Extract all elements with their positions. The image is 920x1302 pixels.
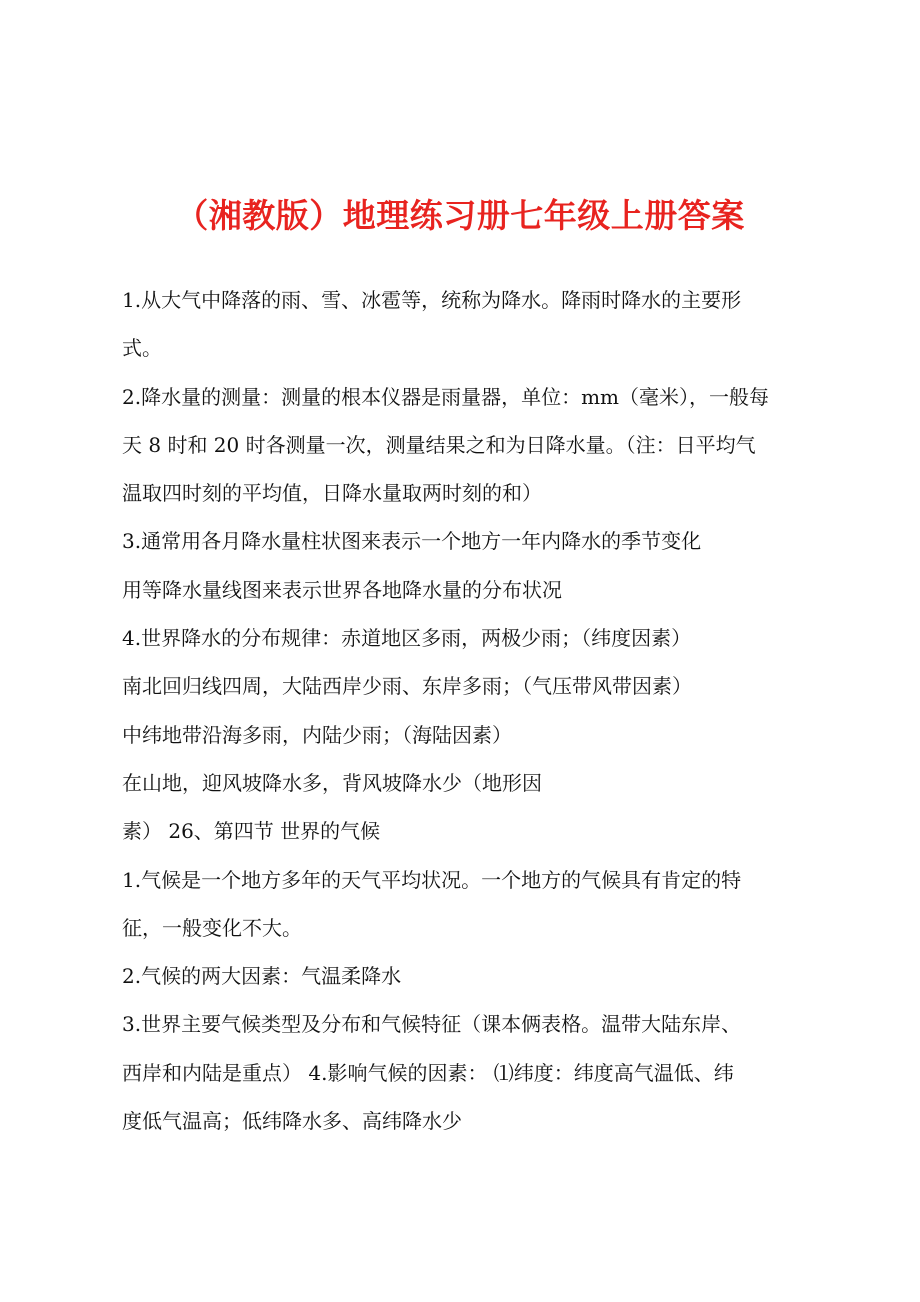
document-title: （湘教版）地理练习册七年级上册答案: [175, 196, 745, 235]
text-line: 南北回归线四周，大陆西岸少雨、东岸多雨；（气压带风带因素）: [122, 674, 692, 699]
text-line: 中纬地带沿海多雨，内陆少雨；（海陆因素）: [122, 722, 512, 747]
text-line: 1.气候是一个地方多年的天气平均状况。一个地方的气候具有肯定的特: [122, 867, 742, 892]
text-line: 天 8 时和 20 时各测量一次，测量结果之和为日降水量。（注：日平均气: [122, 432, 756, 457]
text-line: 式。: [122, 336, 162, 361]
text-line: 温取四时刻的平均值，日降水量取两时刻的和）: [122, 481, 542, 506]
text-line: 1.从大气中降落的雨、雪、冰雹等，统称为降水。降雨时降水的主要形: [122, 288, 742, 312]
text-line: 2.降水量的测量：测量的根本仪器是雨量器，单位：mm（毫米），一般每: [122, 384, 770, 409]
text-line: 西岸和内陆是重点） 4.影响气候的因素： ⑴纬度：纬度高气温低、纬: [122, 1060, 734, 1085]
text-line: 度低气温高；低纬降水多、高纬降水少: [122, 1109, 462, 1134]
text-line: 3.通常用各月降水量柱状图来表示一个地方一年内降水的季节变化: [122, 529, 702, 554]
text-line: 在山地，迎风坡降水多，背风坡降水少（地形因: [122, 770, 542, 795]
text-line: 素） 26、第四节 世界的气候: [122, 819, 381, 844]
document-body: [122, 276, 812, 1145]
text-line: 2.气候的两大因素：气温柔降水: [122, 964, 402, 989]
text-line: 4.世界降水的分布规律：赤道地区多雨，两极少雨；（纬度因素）: [122, 626, 692, 651]
text-line: 征，一般变化不大。: [122, 915, 302, 940]
text-line: 3.世界主要气候类型及分布和气候特征（课本俩表格。温带大陆东岸、: [122, 1012, 742, 1037]
text-line: 用等降水量线图来表示世界各地降水量的分布状况: [122, 577, 562, 602]
